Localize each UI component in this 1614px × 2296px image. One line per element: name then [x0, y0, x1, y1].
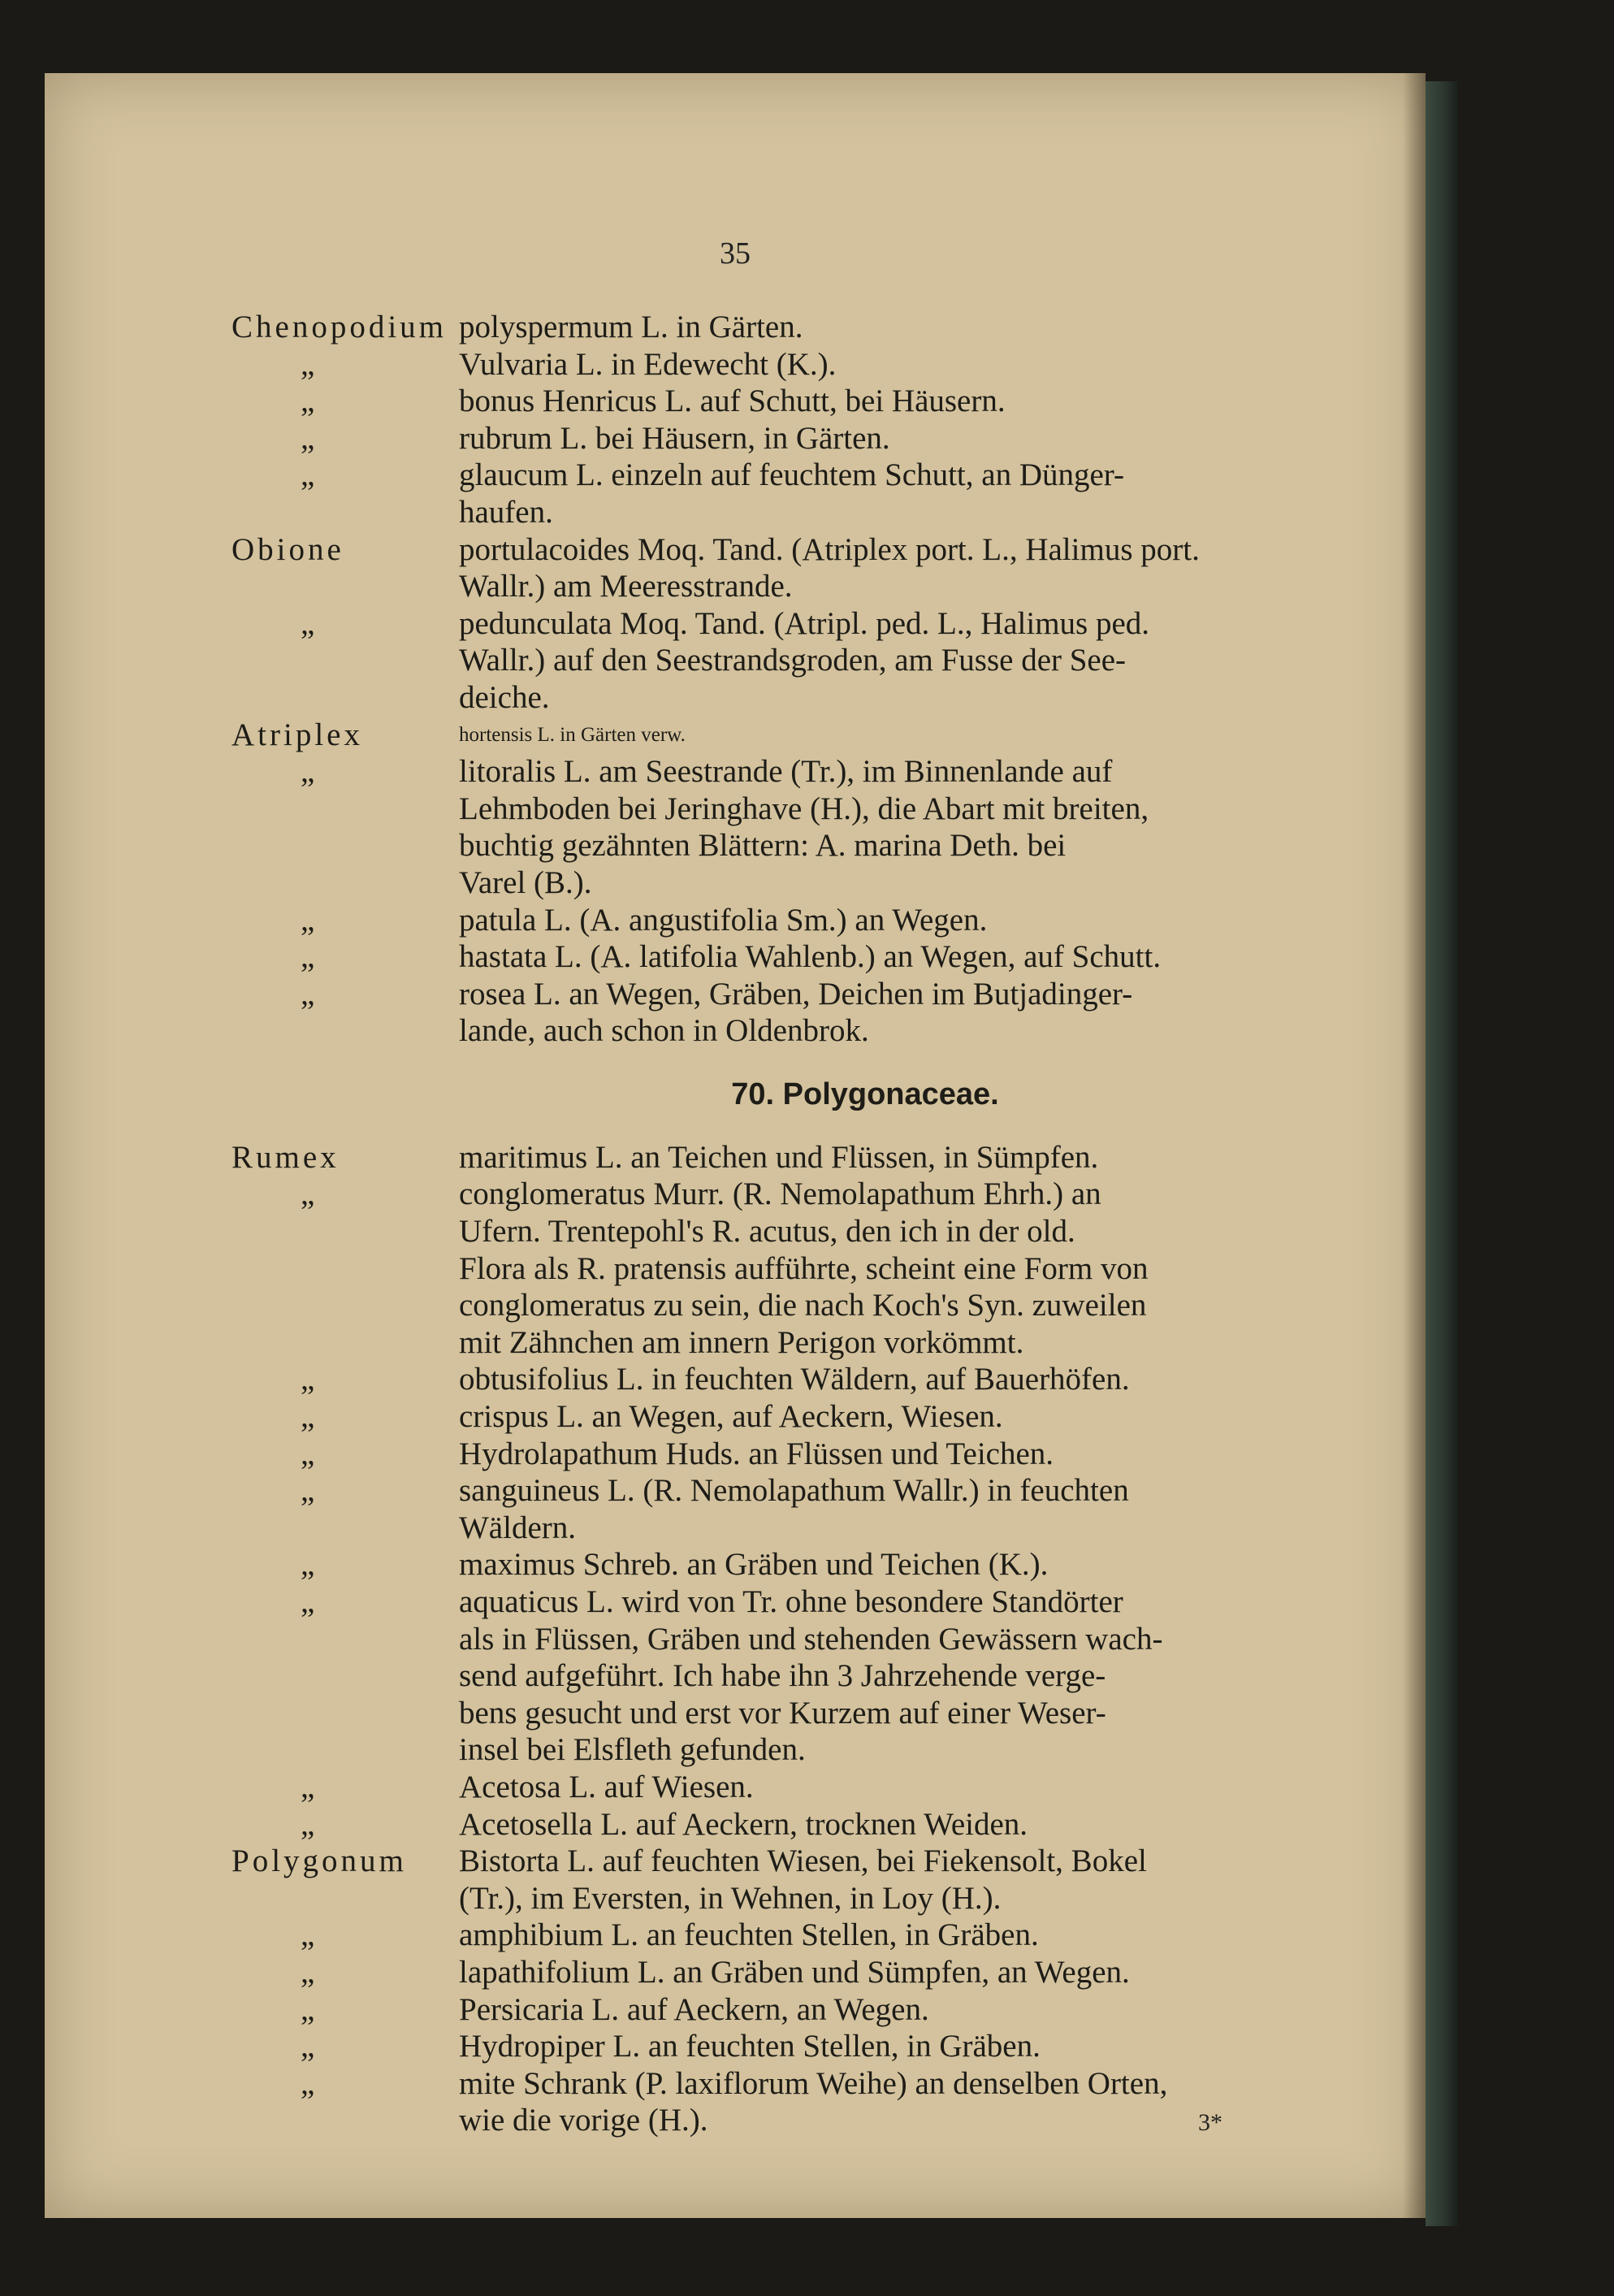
text-line — [231, 1510, 1369, 1547]
entry-text: rubrum L. bei Häusern, in Gärten. — [459, 420, 890, 456]
ditto-mark: „ — [301, 346, 315, 382]
entry-text: (Tr.), im Eversten, in Wehnen, in Loy (H.). — [459, 1880, 1002, 1916]
entry-text: glaucum L. einzeln auf feuchtem Schutt, an Dünger- — [459, 457, 1124, 493]
entry-text: Wallr.) auf den Seestrandsgroden, am Fusse der See- — [459, 643, 1127, 678]
entry-text: conglomeratus zu sein, die nach Koch's Syn. zuweilen — [459, 1288, 1147, 1323]
entry-text: buchtig gezähnten Blättern: A. marina Deth. bei — [459, 828, 1067, 864]
text-line — [231, 1806, 1369, 1843]
ditto-mark: „ — [301, 1547, 315, 1583]
entry-text: maritimus L. an Teichen und Flüssen, in Sümpfen. — [459, 1139, 1099, 1175]
entry-text: maximus Schreb. an Gräben und Teichen (K.). — [459, 1547, 1049, 1583]
entry-text: bens gesucht und erst vor Kurzem auf einer Weser- — [459, 1695, 1106, 1731]
section-heading: 70. Polygonaceae. — [731, 1077, 999, 1111]
ditto-mark: „ — [301, 420, 315, 456]
entry-text: crispus L. an Wegen, auf Aeckern, Wiesen. — [459, 1399, 1003, 1435]
text-line — [231, 1583, 1369, 1621]
text-line — [231, 1657, 1369, 1695]
text-line — [231, 791, 1369, 828]
ditto-mark: „ — [301, 605, 315, 641]
ditto-mark: „ — [301, 976, 315, 1012]
genus-name: Atriplex — [231, 717, 363, 752]
entry-text: polyspermum L. in Gärten. — [459, 310, 803, 344]
entry-text: Acetosa L. auf Wiesen. — [459, 1769, 754, 1804]
entry-text: Wäldern. — [459, 1510, 577, 1545]
text-line — [231, 1472, 1369, 1510]
entry-text: Acetosella L. auf Aeckern, trocknen Weiden. — [459, 1806, 1028, 1842]
text-line — [231, 346, 1369, 383]
ditto-mark: „ — [301, 1176, 315, 1212]
text-line — [231, 1012, 1369, 1050]
text-line — [231, 717, 1369, 754]
text-line — [231, 1176, 1369, 1213]
page-number: 35 — [720, 236, 751, 271]
text-line — [231, 531, 1369, 569]
text-line — [231, 2065, 1369, 2103]
entry-text: Hydropiper L. an feuchten Stellen, in Gräben. — [459, 2029, 1041, 2064]
entry-text: Hydrolapathum Huds. an Flüssen und Teichen. — [459, 1436, 1054, 1471]
entry-text: haufen. — [459, 494, 553, 530]
book-page — [45, 73, 1426, 2218]
text-line — [231, 1361, 1369, 1398]
entry-text: insel bei Elsfleth gefunden. — [459, 1732, 806, 1768]
entry-text: wie die vorige (H.). — [459, 2103, 708, 2138]
ditto-mark: „ — [301, 939, 315, 975]
entry-text: aquaticus L. wird von Tr. ohne besondere Standörter — [459, 1584, 1123, 1619]
entry-text: pedunculata Moq. Tand. (Atripl. ped. L., Halimus ped. — [459, 605, 1150, 641]
text-line — [231, 1991, 1369, 2029]
text-line — [231, 679, 1369, 717]
ditto-mark: „ — [301, 1917, 315, 1953]
text-line — [231, 1695, 1369, 1732]
text-line — [231, 827, 1369, 864]
entry-text: deiche. — [459, 679, 550, 715]
text-line — [231, 605, 1369, 643]
entry-text: send aufgeführt. Ich habe ihn 3 Jahrzehende verge- — [459, 1658, 1106, 1694]
entry-text: amphibium L. an feuchten Stellen, in Gräben. — [459, 1917, 1039, 1953]
text-line — [231, 420, 1369, 457]
text-line — [231, 1769, 1369, 1806]
text-line — [231, 383, 1369, 420]
text-line — [231, 864, 1369, 902]
text-line — [231, 457, 1369, 494]
entry-text: mit Zähnchen am innern Perigon vorkömmt. — [459, 1324, 1024, 1360]
ditto-mark: „ — [301, 1473, 315, 1509]
text-line — [231, 1731, 1369, 1769]
genus-name: Polygonum — [231, 1843, 407, 1879]
ditto-mark: „ — [301, 383, 315, 419]
text-line — [231, 902, 1369, 939]
entry-text: conglomeratus Murr. (R. Nemolapathum Ehrh.) an — [459, 1176, 1101, 1212]
page-body — [231, 309, 1369, 2139]
text-line — [231, 1954, 1369, 1991]
ditto-mark: „ — [301, 1769, 315, 1804]
text-line — [231, 1139, 1369, 1176]
entry-text: als in Flüssen, Gräben und stehenden Gewässern wach- — [459, 1621, 1163, 1657]
entry-text: lapathifolium L. an Gräben und Sümpfen, an Wegen. — [459, 1954, 1130, 1990]
text-line — [231, 1398, 1369, 1436]
ditto-mark: „ — [301, 1436, 315, 1471]
text-line — [231, 2028, 1369, 2065]
ditto-mark: „ — [301, 1806, 315, 1842]
book-spine — [1426, 81, 1458, 2226]
text-line — [231, 642, 1369, 679]
entry-text: Bistorta L. auf feuchten Wiesen, bei Fiekensolt, Bokel — [459, 1843, 1147, 1879]
entry-text: mite Schrank (P. laxiflorum Weihe) an denselben Orten, — [459, 2065, 1168, 2101]
entry-text: Lehmboden bei Jeringhave (H.), die Abart mit breiten, — [459, 791, 1149, 826]
entry-text: portulacoides Moq. Tand. (Atriplex port. L., Halimus port. — [459, 531, 1200, 567]
signature-mark: 3* — [1198, 2109, 1222, 2136]
entry-text: sanguineus L. (R. Nemolapathum Wallr.) in feuchten — [459, 1473, 1129, 1509]
text-line — [231, 1917, 1369, 1954]
entry-text: Wallr.) am Meeresstrande. — [459, 569, 793, 604]
ditto-mark: „ — [301, 1399, 315, 1435]
genus-name: Obione — [231, 531, 344, 567]
entry-text: Varel (B.). — [459, 864, 592, 900]
genus-name: Rumex — [231, 1139, 340, 1175]
text-line — [231, 568, 1369, 605]
text-line — [231, 1250, 1369, 1288]
text-line — [231, 1436, 1369, 1473]
text-line — [231, 1843, 1369, 1880]
entry-text: Persicaria L. auf Aeckern, an Wegen. — [459, 1991, 929, 2027]
entry-text: Ufern. Trentepohl's R. acutus, den ich in der old. — [459, 1214, 1075, 1250]
ditto-mark: „ — [301, 2065, 315, 2101]
text-line — [231, 1880, 1369, 1917]
text-line — [231, 1324, 1369, 1362]
text-line — [231, 309, 1369, 346]
entry-text: hortensis L. in Gärten verw. — [459, 723, 686, 746]
text-line — [231, 1621, 1369, 1658]
ditto-mark: „ — [301, 457, 315, 493]
entry-text: patula L. (A. angustifolia Sm.) an Wegen. — [459, 902, 988, 938]
ditto-mark: „ — [301, 1991, 315, 2027]
entry-text: bonus Henricus L. auf Schutt, bei Häusern. — [459, 383, 1006, 419]
entry-text: rosea L. an Wegen, Gräben, Deichen im Butjadinger- — [459, 976, 1133, 1012]
text-line — [231, 494, 1369, 531]
entry-text: lande, auch schon in Oldenbrok. — [459, 1013, 869, 1049]
ditto-mark: „ — [301, 754, 315, 790]
entry-text: Flora als R. pratensis aufführte, scheint eine Form von — [459, 1250, 1149, 1286]
entry-text: litoralis L. am Seestrande (Tr.), im Binnenlande auf — [459, 754, 1113, 790]
text-line — [231, 976, 1369, 1013]
text-line — [231, 1546, 1369, 1583]
text-line — [231, 1287, 1369, 1324]
entry-text: hastata L. (A. latifolia Wahlenb.) an Wegen, auf Schutt. — [459, 939, 1162, 975]
ditto-mark: „ — [301, 2029, 315, 2064]
ditto-mark: „ — [301, 1362, 315, 1397]
entry-text: Vulvaria L. in Edewecht (K.). — [459, 346, 837, 382]
text-line — [231, 1213, 1369, 1250]
genus-name: Chenopodium — [231, 310, 447, 344]
entry-text: obtusifolius L. in feuchten Wäldern, auf Bauerhöfen. — [459, 1362, 1130, 1397]
text-line — [231, 753, 1369, 791]
ditto-mark: „ — [301, 1584, 315, 1619]
ditto-mark: „ — [301, 902, 315, 938]
ditto-mark: „ — [301, 1954, 315, 1990]
text-line — [231, 938, 1369, 976]
